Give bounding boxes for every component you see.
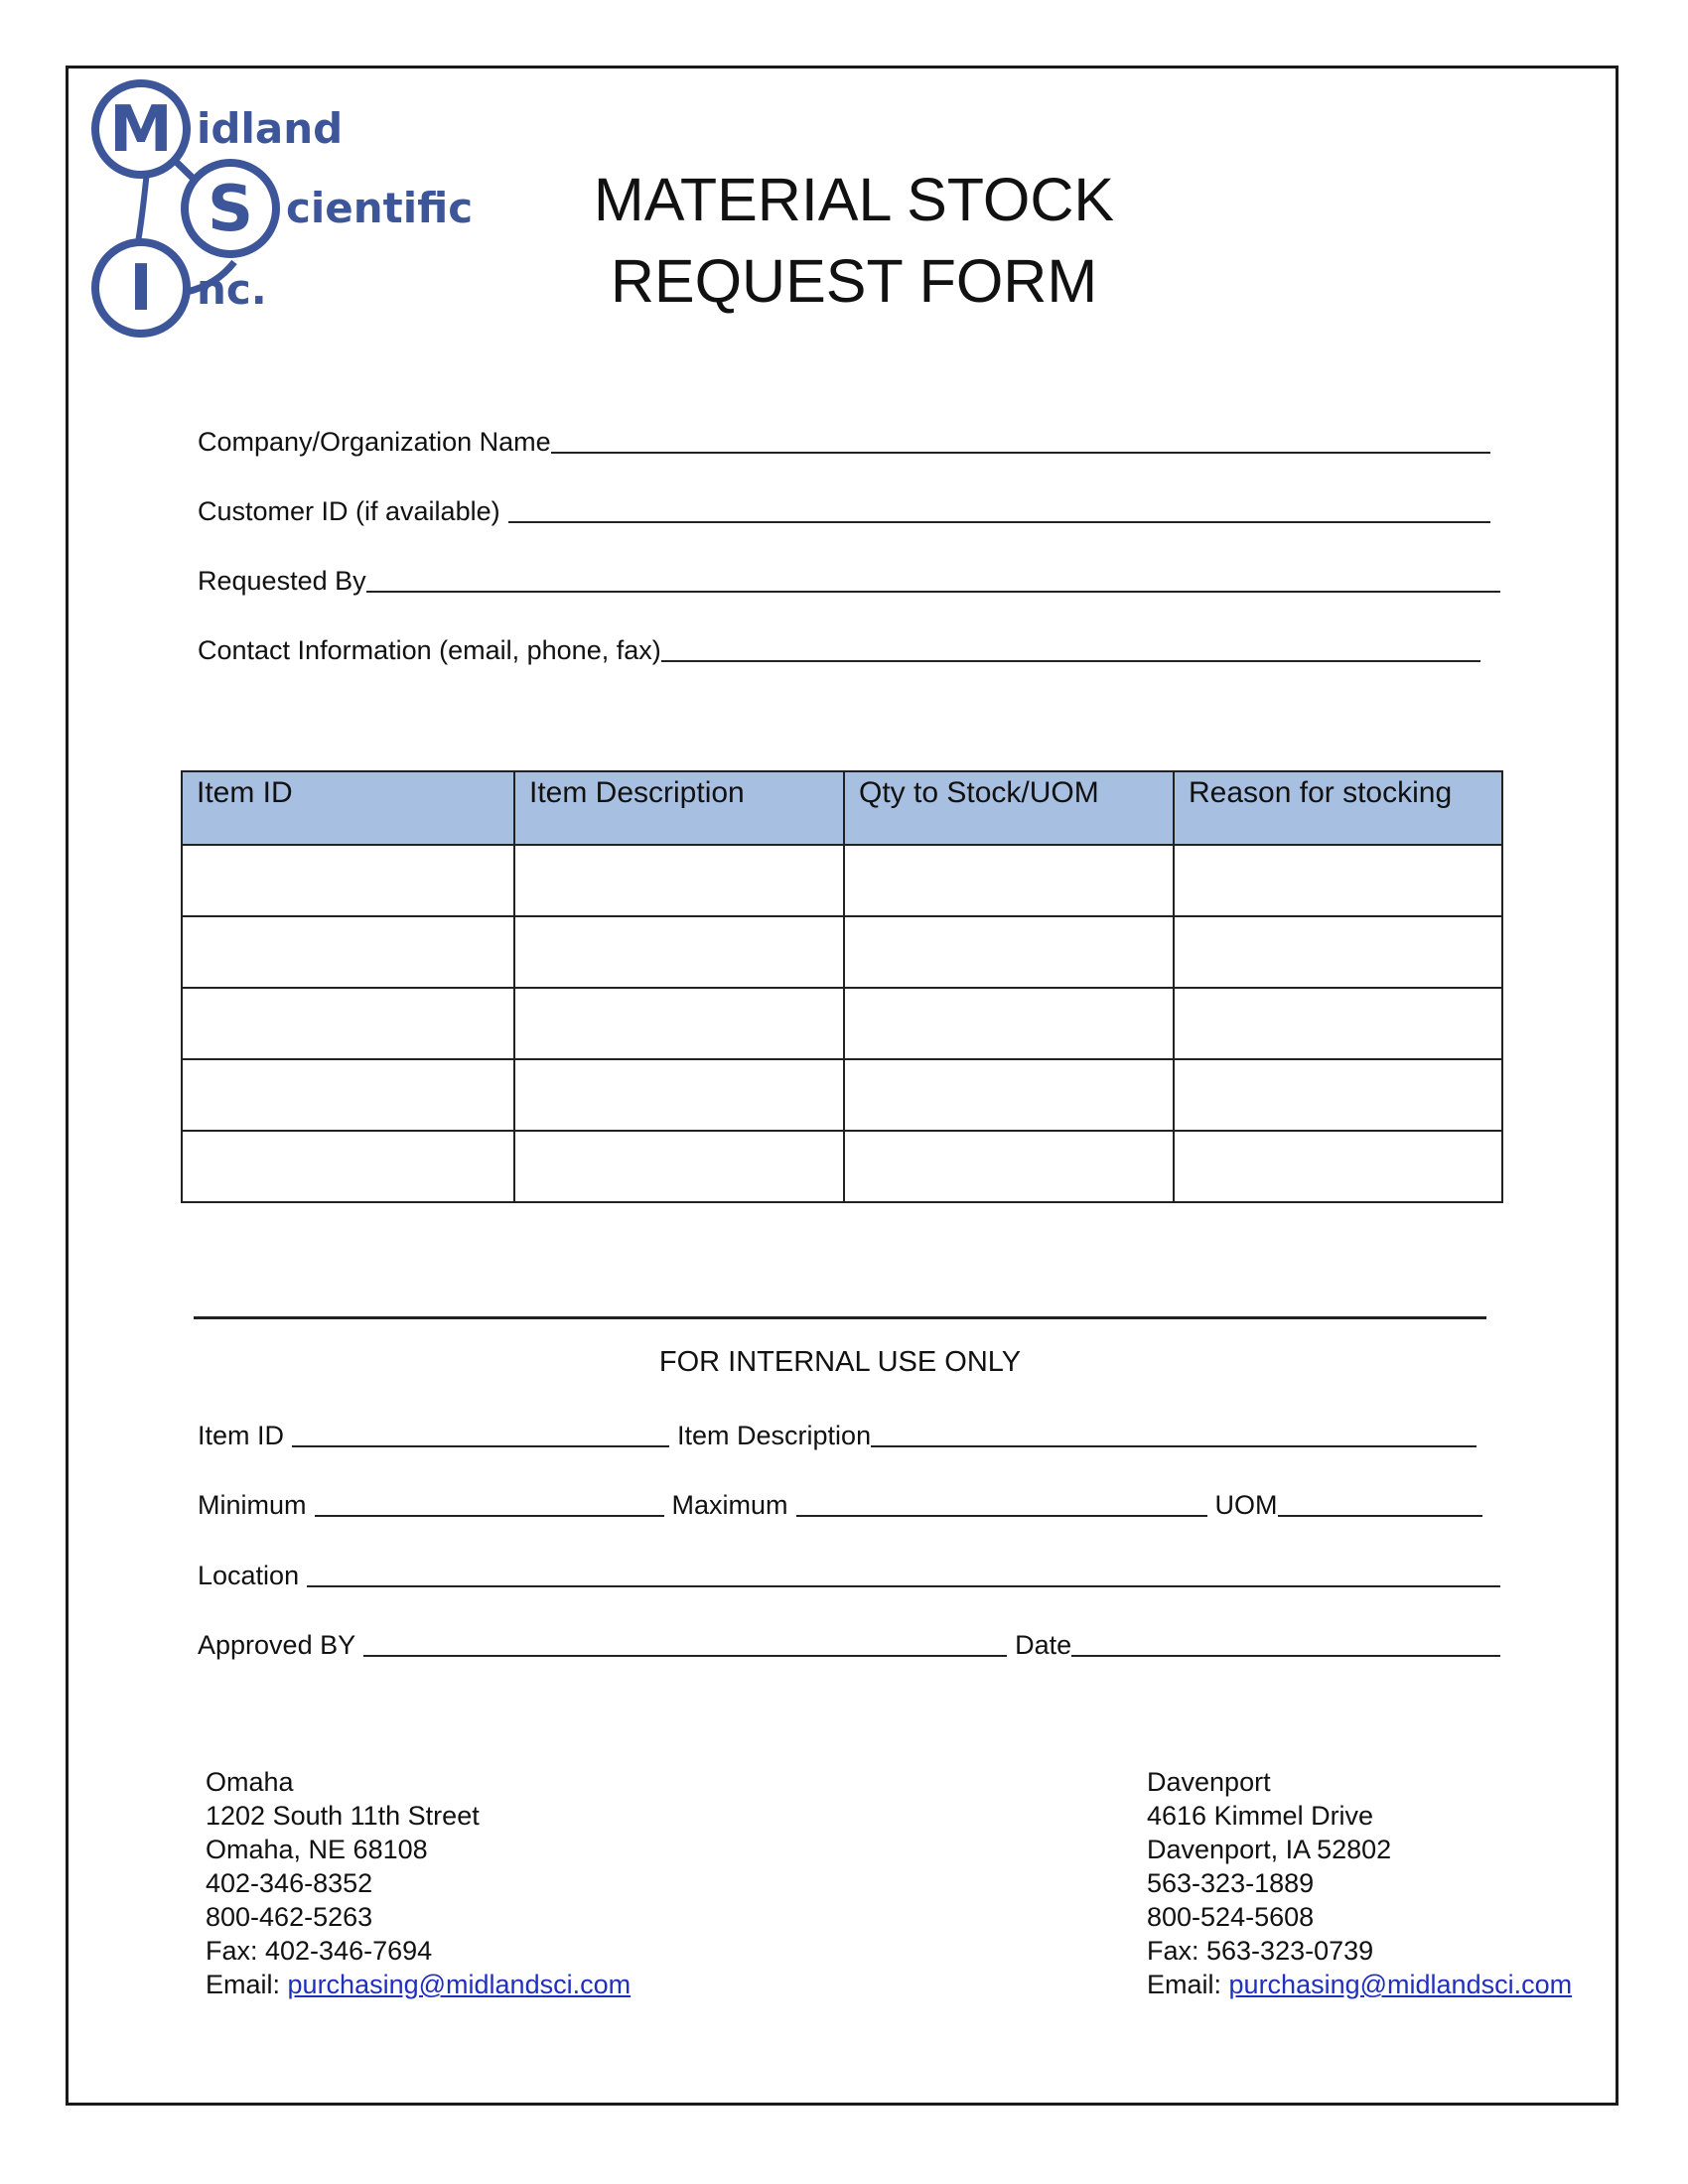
office-phone: 402-346-8352 bbox=[206, 1868, 373, 1898]
table-cell[interactable] bbox=[1174, 916, 1502, 988]
table-cell[interactable] bbox=[514, 845, 844, 916]
customer-id-label: Customer ID (if available) bbox=[198, 496, 500, 526]
office-email-line bbox=[206, 1968, 631, 2001]
minimum-line[interactable] bbox=[315, 1489, 664, 1517]
header-item-id: Item ID bbox=[182, 771, 514, 845]
internal-item-id-label: Item ID bbox=[198, 1421, 285, 1450]
table-cell[interactable] bbox=[844, 916, 1174, 988]
table-cell[interactable] bbox=[514, 1059, 844, 1131]
table-row bbox=[182, 1059, 1502, 1131]
office-phone-tollfree: 800-462-5263 bbox=[206, 1902, 373, 1932]
company-name-field[interactable] bbox=[198, 421, 1490, 457]
table-cell[interactable] bbox=[844, 1059, 1174, 1131]
logo-letter-m: M bbox=[109, 93, 173, 167]
location-line[interactable] bbox=[307, 1560, 1500, 1587]
location-label: Location bbox=[198, 1561, 300, 1590]
table-header-row bbox=[182, 771, 1502, 845]
requested-by-field[interactable] bbox=[198, 560, 1500, 596]
table-cell[interactable] bbox=[182, 988, 514, 1059]
contact-info-line[interactable] bbox=[661, 634, 1480, 662]
office-city: Davenport bbox=[1147, 1767, 1271, 1797]
logo-word-cientific: cientific bbox=[286, 184, 474, 232]
logo-letter-i: I bbox=[129, 252, 153, 326]
maximum-label: Maximum bbox=[671, 1490, 788, 1520]
requested-by-label: Requested By bbox=[198, 566, 366, 596]
customer-id-field[interactable] bbox=[198, 490, 1490, 526]
msi-logo-graphic bbox=[87, 71, 504, 349]
table-cell[interactable] bbox=[514, 1131, 844, 1202]
table-row bbox=[182, 988, 1502, 1059]
office-email-line bbox=[1147, 1968, 1572, 2001]
office-street: 1202 South 11th Street bbox=[206, 1801, 480, 1831]
form-title-line1: MATERIAL STOCK bbox=[593, 166, 1115, 233]
approved-by-label: Approved BY bbox=[198, 1630, 356, 1660]
logo-word-idland: idland bbox=[197, 104, 344, 153]
header-qty-uom: Qty to Stock/UOM bbox=[844, 771, 1174, 845]
customer-id-line[interactable] bbox=[508, 495, 1490, 523]
office-phone: 563-323-1889 bbox=[1147, 1868, 1315, 1898]
internal-item-description-line[interactable] bbox=[871, 1420, 1477, 1447]
table-cell[interactable] bbox=[844, 1131, 1174, 1202]
internal-use-heading: FOR INTERNAL USE ONLY bbox=[658, 1346, 1022, 1378]
email-link[interactable]: purchasing@midlandsci.com bbox=[1228, 1970, 1573, 1999]
table-cell[interactable] bbox=[844, 988, 1174, 1059]
table-row bbox=[182, 845, 1502, 916]
header-item-description: Item Description bbox=[514, 771, 844, 845]
office-phone-tollfree: 800-524-5608 bbox=[1147, 1902, 1315, 1932]
form-title-line2: REQUEST FORM bbox=[610, 247, 1098, 315]
requested-by-line[interactable] bbox=[366, 565, 1500, 593]
email-label: Email: bbox=[206, 1970, 288, 1999]
logo-letter-s: S bbox=[207, 173, 254, 246]
table-row bbox=[182, 916, 1502, 988]
approval-row bbox=[198, 1624, 1500, 1660]
table-cell[interactable] bbox=[1174, 1059, 1502, 1131]
email-label: Email: bbox=[1147, 1970, 1229, 1999]
table-cell[interactable] bbox=[182, 845, 514, 916]
location-field[interactable] bbox=[198, 1555, 1500, 1590]
davenport-address bbox=[1147, 1765, 1572, 2001]
logo-word-nc: nc. bbox=[197, 265, 267, 314]
internal-item-row bbox=[198, 1415, 1477, 1450]
contact-info-label: Contact Information (email, phone, fax) bbox=[198, 635, 661, 665]
internal-item-id-line[interactable] bbox=[292, 1420, 669, 1447]
uom-label: UOM bbox=[1214, 1490, 1278, 1520]
table-cell[interactable] bbox=[1174, 988, 1502, 1059]
office-city: Omaha bbox=[206, 1767, 294, 1797]
minimum-label: Minimum bbox=[198, 1490, 307, 1520]
stock-request-table bbox=[181, 770, 1503, 1203]
header-reason: Reason for stocking bbox=[1174, 771, 1502, 845]
date-line[interactable] bbox=[1071, 1629, 1500, 1657]
company-name-label: Company/Organization Name bbox=[198, 427, 551, 457]
internal-minmax-row bbox=[198, 1484, 1482, 1520]
office-city-state-zip: Omaha, NE 68108 bbox=[206, 1835, 428, 1864]
office-city-state-zip: Davenport, IA 52802 bbox=[1147, 1835, 1392, 1864]
maximum-line[interactable] bbox=[796, 1489, 1207, 1517]
omaha-address bbox=[206, 1765, 631, 2001]
table-cell[interactable] bbox=[1174, 1131, 1502, 1202]
office-street: 4616 Kimmel Drive bbox=[1147, 1801, 1374, 1831]
form-title bbox=[556, 159, 1152, 322]
office-fax: Fax: 563-323-0739 bbox=[1147, 1936, 1374, 1966]
table-cell[interactable] bbox=[514, 988, 844, 1059]
table-cell[interactable] bbox=[844, 845, 1174, 916]
table-cell[interactable] bbox=[182, 1059, 514, 1131]
office-fax: Fax: 402-346-7694 bbox=[206, 1936, 433, 1966]
internal-item-description-label: Item Description bbox=[677, 1421, 872, 1450]
table-cell[interactable] bbox=[182, 1131, 514, 1202]
uom-line[interactable] bbox=[1278, 1489, 1482, 1517]
company-logo bbox=[87, 71, 504, 349]
date-label: Date bbox=[1015, 1630, 1072, 1660]
email-link[interactable]: purchasing@midlandsci.com bbox=[287, 1970, 632, 1999]
approved-by-line[interactable] bbox=[363, 1629, 1007, 1657]
table-cell[interactable] bbox=[182, 916, 514, 988]
table-cell[interactable] bbox=[514, 916, 844, 988]
contact-info-field[interactable] bbox=[198, 629, 1480, 665]
table-cell[interactable] bbox=[1174, 845, 1502, 916]
company-name-line[interactable] bbox=[551, 426, 1490, 454]
table-row bbox=[182, 1131, 1502, 1202]
section-divider bbox=[194, 1316, 1486, 1319]
